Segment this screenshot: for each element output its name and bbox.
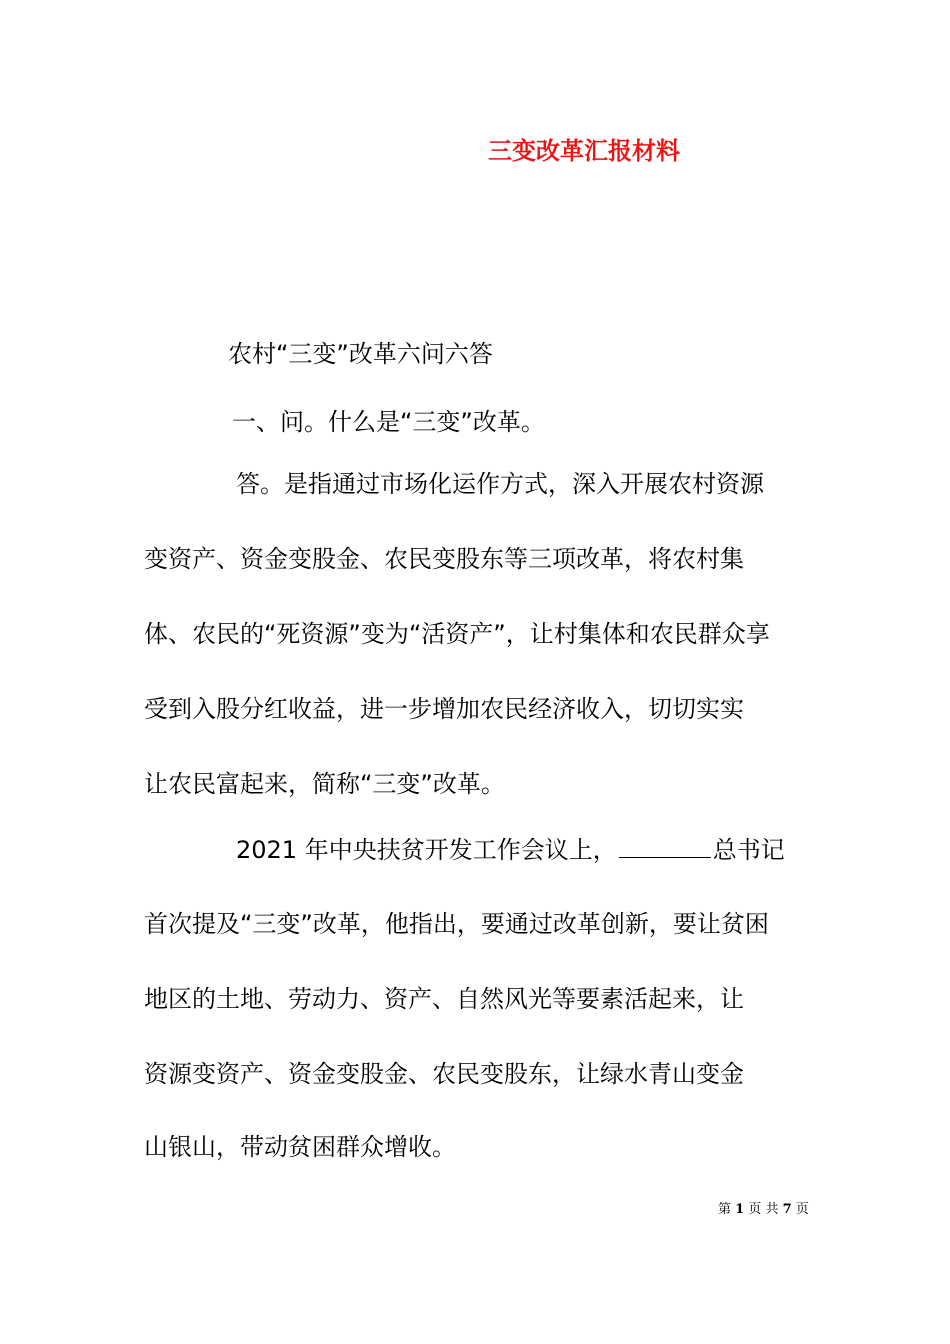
- question-1: 一、问。什么是“三变”改革。: [232, 408, 545, 436]
- paragraph-2-line: 首次提及“三变”改革，他指出，要通过改革创新，要让贫困: [144, 910, 769, 938]
- paragraph-2-first-line: [236, 831, 785, 868]
- footer-total-pages: 7: [782, 1202, 792, 1217]
- footer-middle: 页 共: [748, 1202, 779, 1217]
- paragraph-2-line: 山银山，带动贫困群众增收。: [144, 1133, 456, 1161]
- paragraph-2-line: 地区的土地、劳动力、资产、自然风光等要素活起来，让: [144, 985, 744, 1013]
- answer-line: 受到入股分红收益，进一步增加农民经济收入，切切实实: [144, 695, 744, 723]
- paragraph-2-text-after-blank: 总书记: [712, 836, 785, 864]
- page-number-footer: [718, 1200, 809, 1220]
- paragraph-2-line: 资源变资产、资金变股金、农民变股东，让绿水青山变金: [144, 1060, 744, 1088]
- fill-in-blank: [619, 831, 711, 858]
- answer-line: 体、农民的“死资源”变为“活资产”，让村集体和农民群众享: [144, 620, 770, 648]
- answer-line: 答。是指通过市场化运作方式，深入开展农村资源: [236, 470, 764, 498]
- answer-line: 让农民富起来，简称“三变”改革。: [144, 770, 505, 798]
- answer-line: 变资产、资金变股金、农民变股东等三项改革，将农村集: [144, 545, 744, 573]
- section-heading: 农村“三变”改革六问六答: [228, 340, 493, 368]
- footer-suffix: 页: [795, 1202, 809, 1217]
- paragraph-2-text-before-blank: 2021 年中央扶贫开发工作会议上，: [236, 836, 617, 864]
- footer-prefix: 第: [718, 1202, 732, 1217]
- footer-current-page: 1: [735, 1202, 745, 1217]
- document-title: 三变改革汇报材料: [488, 136, 680, 165]
